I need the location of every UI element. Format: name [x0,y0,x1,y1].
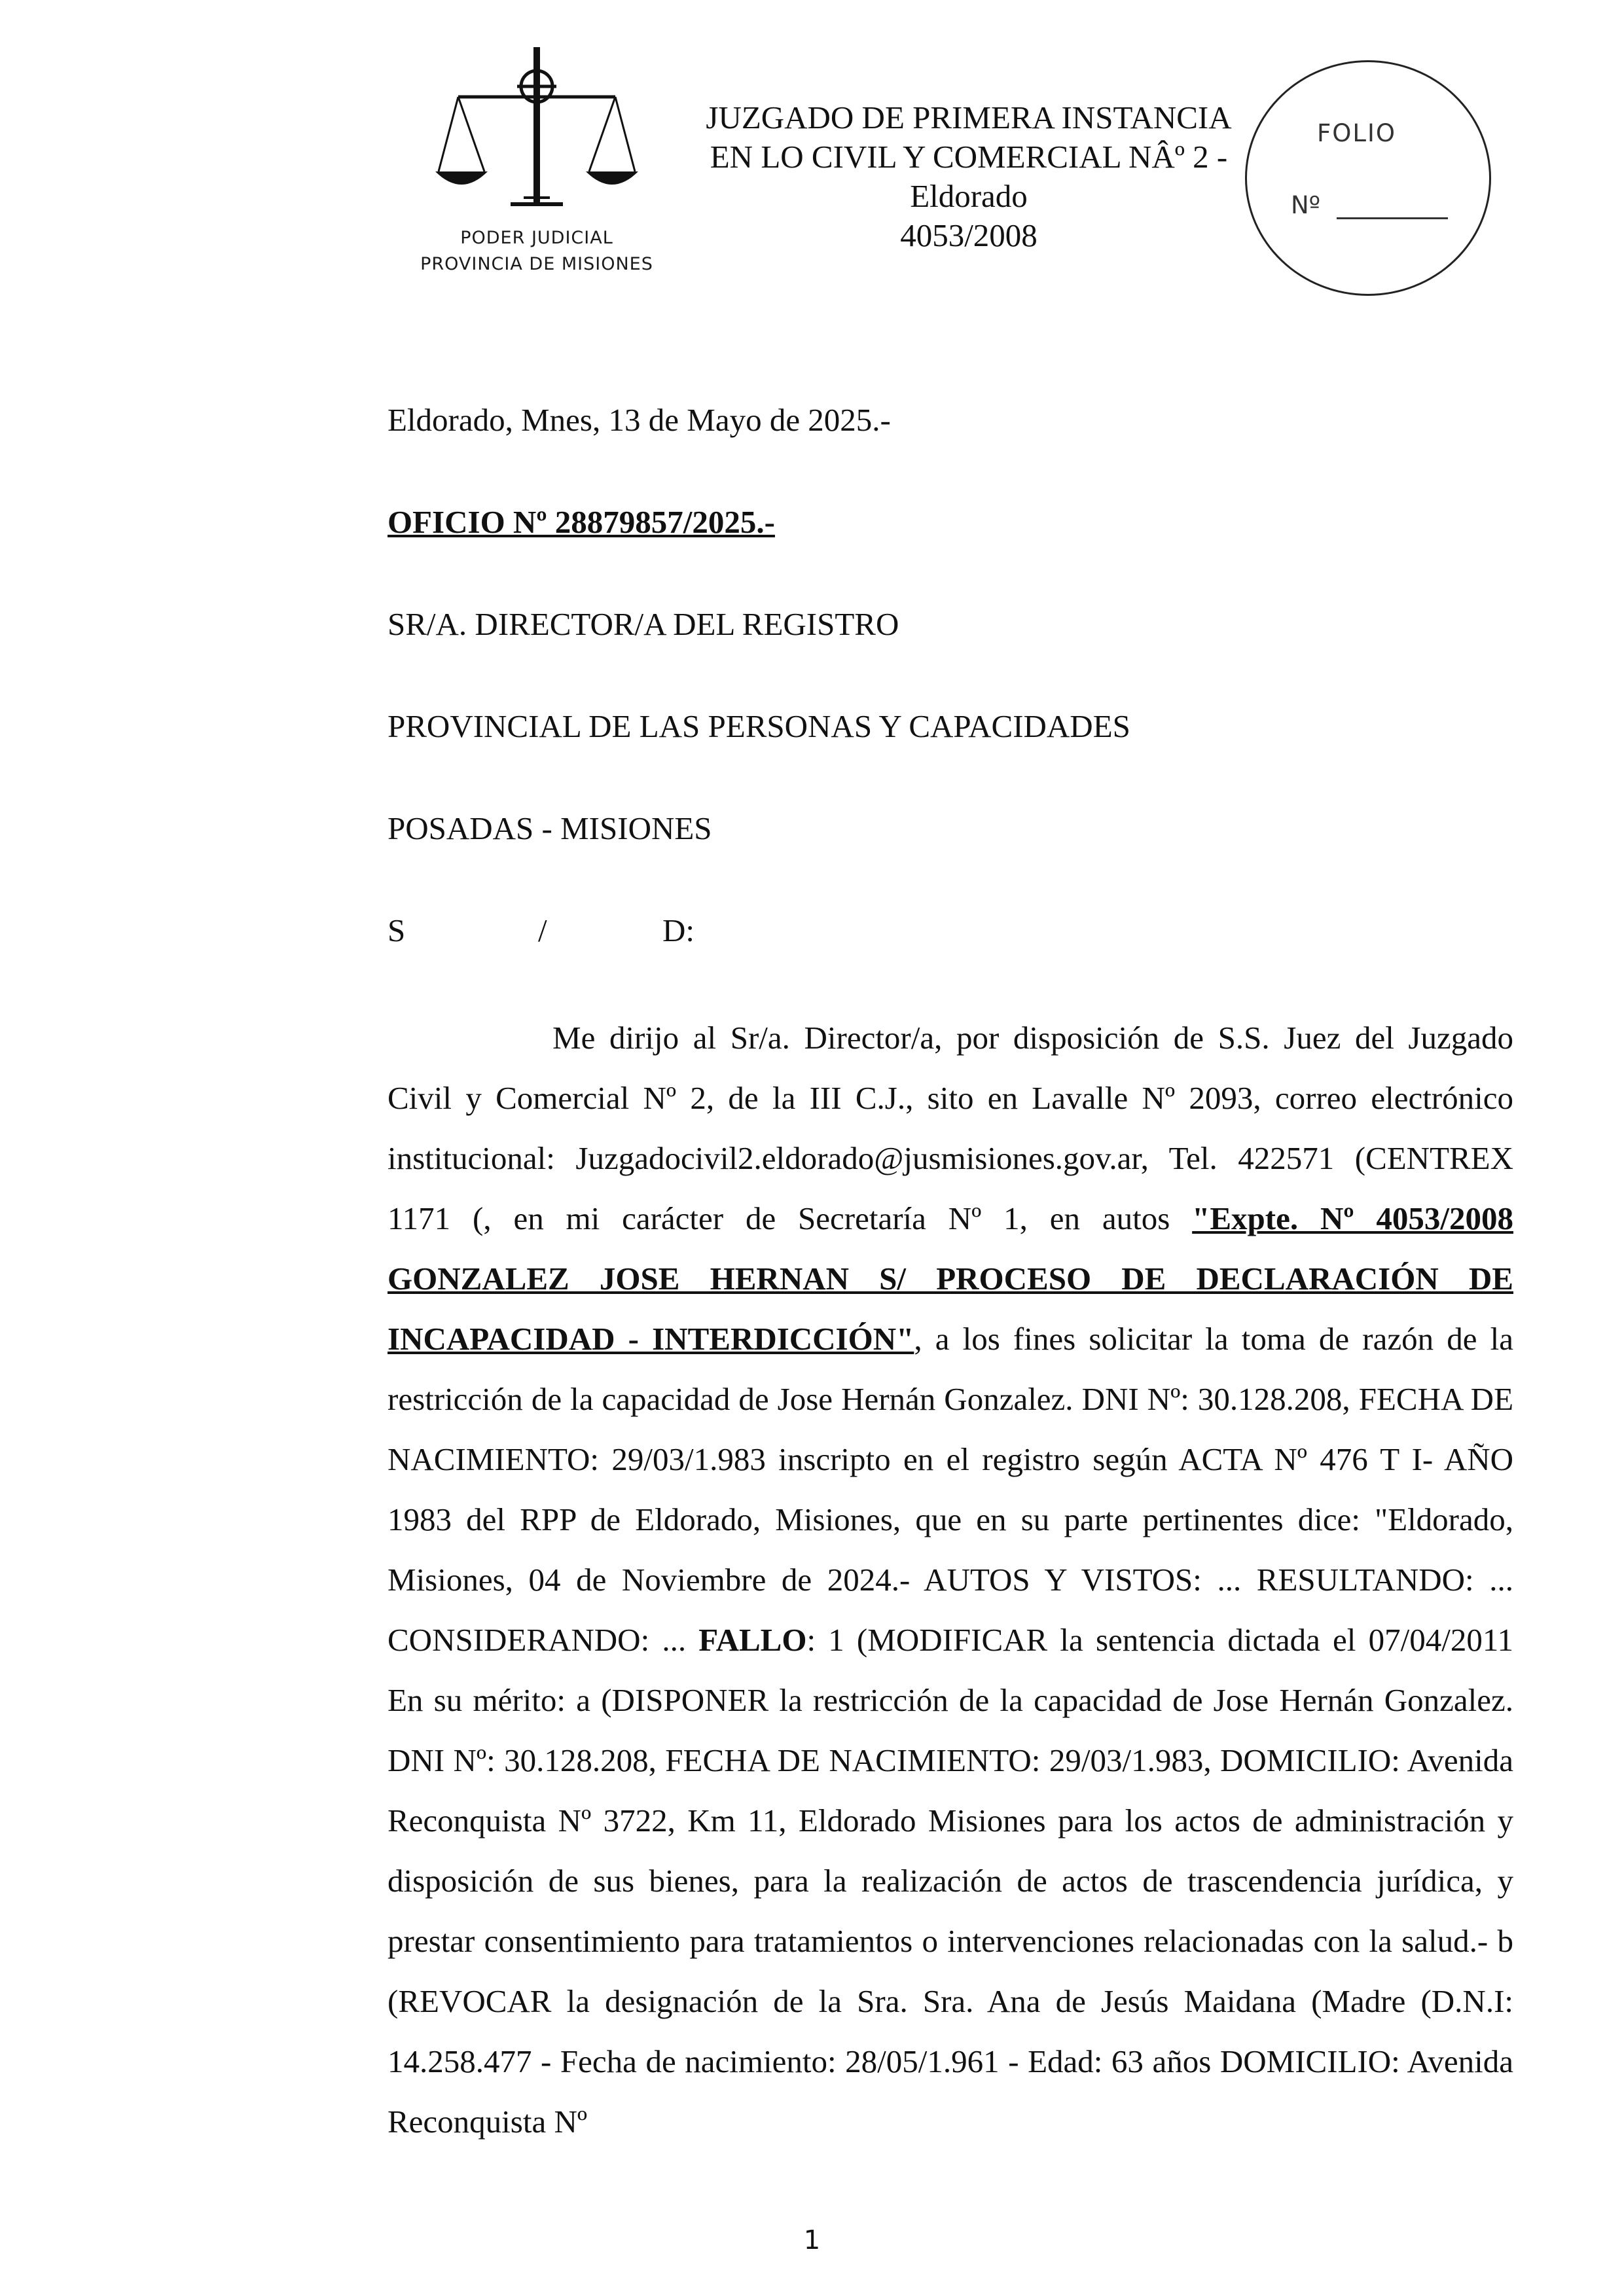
fallo-label: FALLO [698,1622,807,1658]
scales-of-justice-icon [432,41,641,237]
case-title: "Expte. Nº 4053/2008 GONZALEZ JOSE HERNAN S/ PROCESO DE DECLARACIÓN DE INCAPACIDAD - INTERDICCIÓN" [388,1200,1513,1357]
logo-line-1: PODER JUDICIAL [460,228,613,248]
letter-date: Eldorado, Mnes, 13 de Mayo de 2025.- [388,402,891,438]
body-paragraph [388,1008,1513,2152]
court-line-1: JUZGADO DE PRIMERA INSTANCIA [706,99,1232,135]
sd-slash: / [538,912,547,948]
oficio-number: OFICIO Nº 28879857/2025.- [388,504,775,540]
folio-label: FOLIO [1317,119,1397,147]
folio-circle [1245,60,1491,296]
court-line-3: Eldorado [910,178,1028,214]
folio-number-line [1337,217,1448,219]
letter-body [388,1008,1513,2152]
page-number: 1 [803,2225,821,2255]
salutation-sd [388,911,702,950]
body-part-3: : 1 (MODIFICAR la sentencia dictada el 07/04/2011 En su mérito: a (DISPONER la restricción de la capacidad de Jose Hernán Gonzalez. DNI Nº: 30.128.208, FECHA DE NACIMIENTO: 29/03/1.983, DOMICILIO: Avenida Reconquista Nº 3722, Km 11, Eldorado Misiones para los actos de administración y disposición de sus bienes, para la realización de actos de trascendencia jurídica, y prestar consentimiento para tratamientos o intervenciones relacionadas con la salud.- b (REVOCAR la designación de la Sra. Sra. Ana de Jesús Maidana (Madre (D.N.I: 14.258.477 - Fecha de nacimiento: 28/05/1.961 - Edad: 63 años DOMICILIO: Avenida Reconquista Nº [388,1622,1514,2140]
court-logo [406,41,668,289]
recipient-line-3: POSADAS - MISIONES [388,810,712,846]
recipient-line-1: SR/A. DIRECTOR/A DEL REGISTRO [388,606,899,642]
logo-line-2: PROVINCIA DE MISIONES [420,254,653,274]
sd-s: S [388,912,406,948]
court-heading [674,98,1263,255]
folio-stamp [1245,60,1491,296]
body-part-1: Me dirijo al Sr/a. Director/a, por disposición de S.S. Juez del Juzgado Civil y Comercial Nº 2, de la III C.J., sito en Lavalle Nº 2093, correo electrónico institucional: Juzgadocivil2.eldorado@jusmisiones.gov.ar, Tel. 422571 (CENTREX 1171 (, en mi carácter de Secretaría Nº 1, en autos [388,1020,1513,1236]
sd-d: D: [662,912,695,948]
folio-number-label: Nº [1291,191,1321,219]
recipient-line-2: PROVINCIAL DE LAS PERSONAS Y CAPACIDADES [388,708,1130,744]
court-line-2: EN LO CIVIL Y COMERCIAL NÂº 2 - [710,139,1228,175]
body-part-2: , a los fines solicitar la toma de razón de la restricción de la capacidad de Jose Hernán Gonzalez. DNI Nº: 30.128.208, FECHA DE NACIMIENTO: 29/03/1.983 inscripto en el registro según ACTA Nº 476 T I- AÑO 1983 del RPP de Eldorado, Misiones, que en su parte pertinentes dice: "Eldorado, Misiones, 04 de Noviembre de 2024.- AUTOS Y VISTOS: ... RESULTANDO: ... CONSIDERANDO: ... [388,1321,1514,1658]
court-line-4: 4053/2008 [900,217,1038,253]
